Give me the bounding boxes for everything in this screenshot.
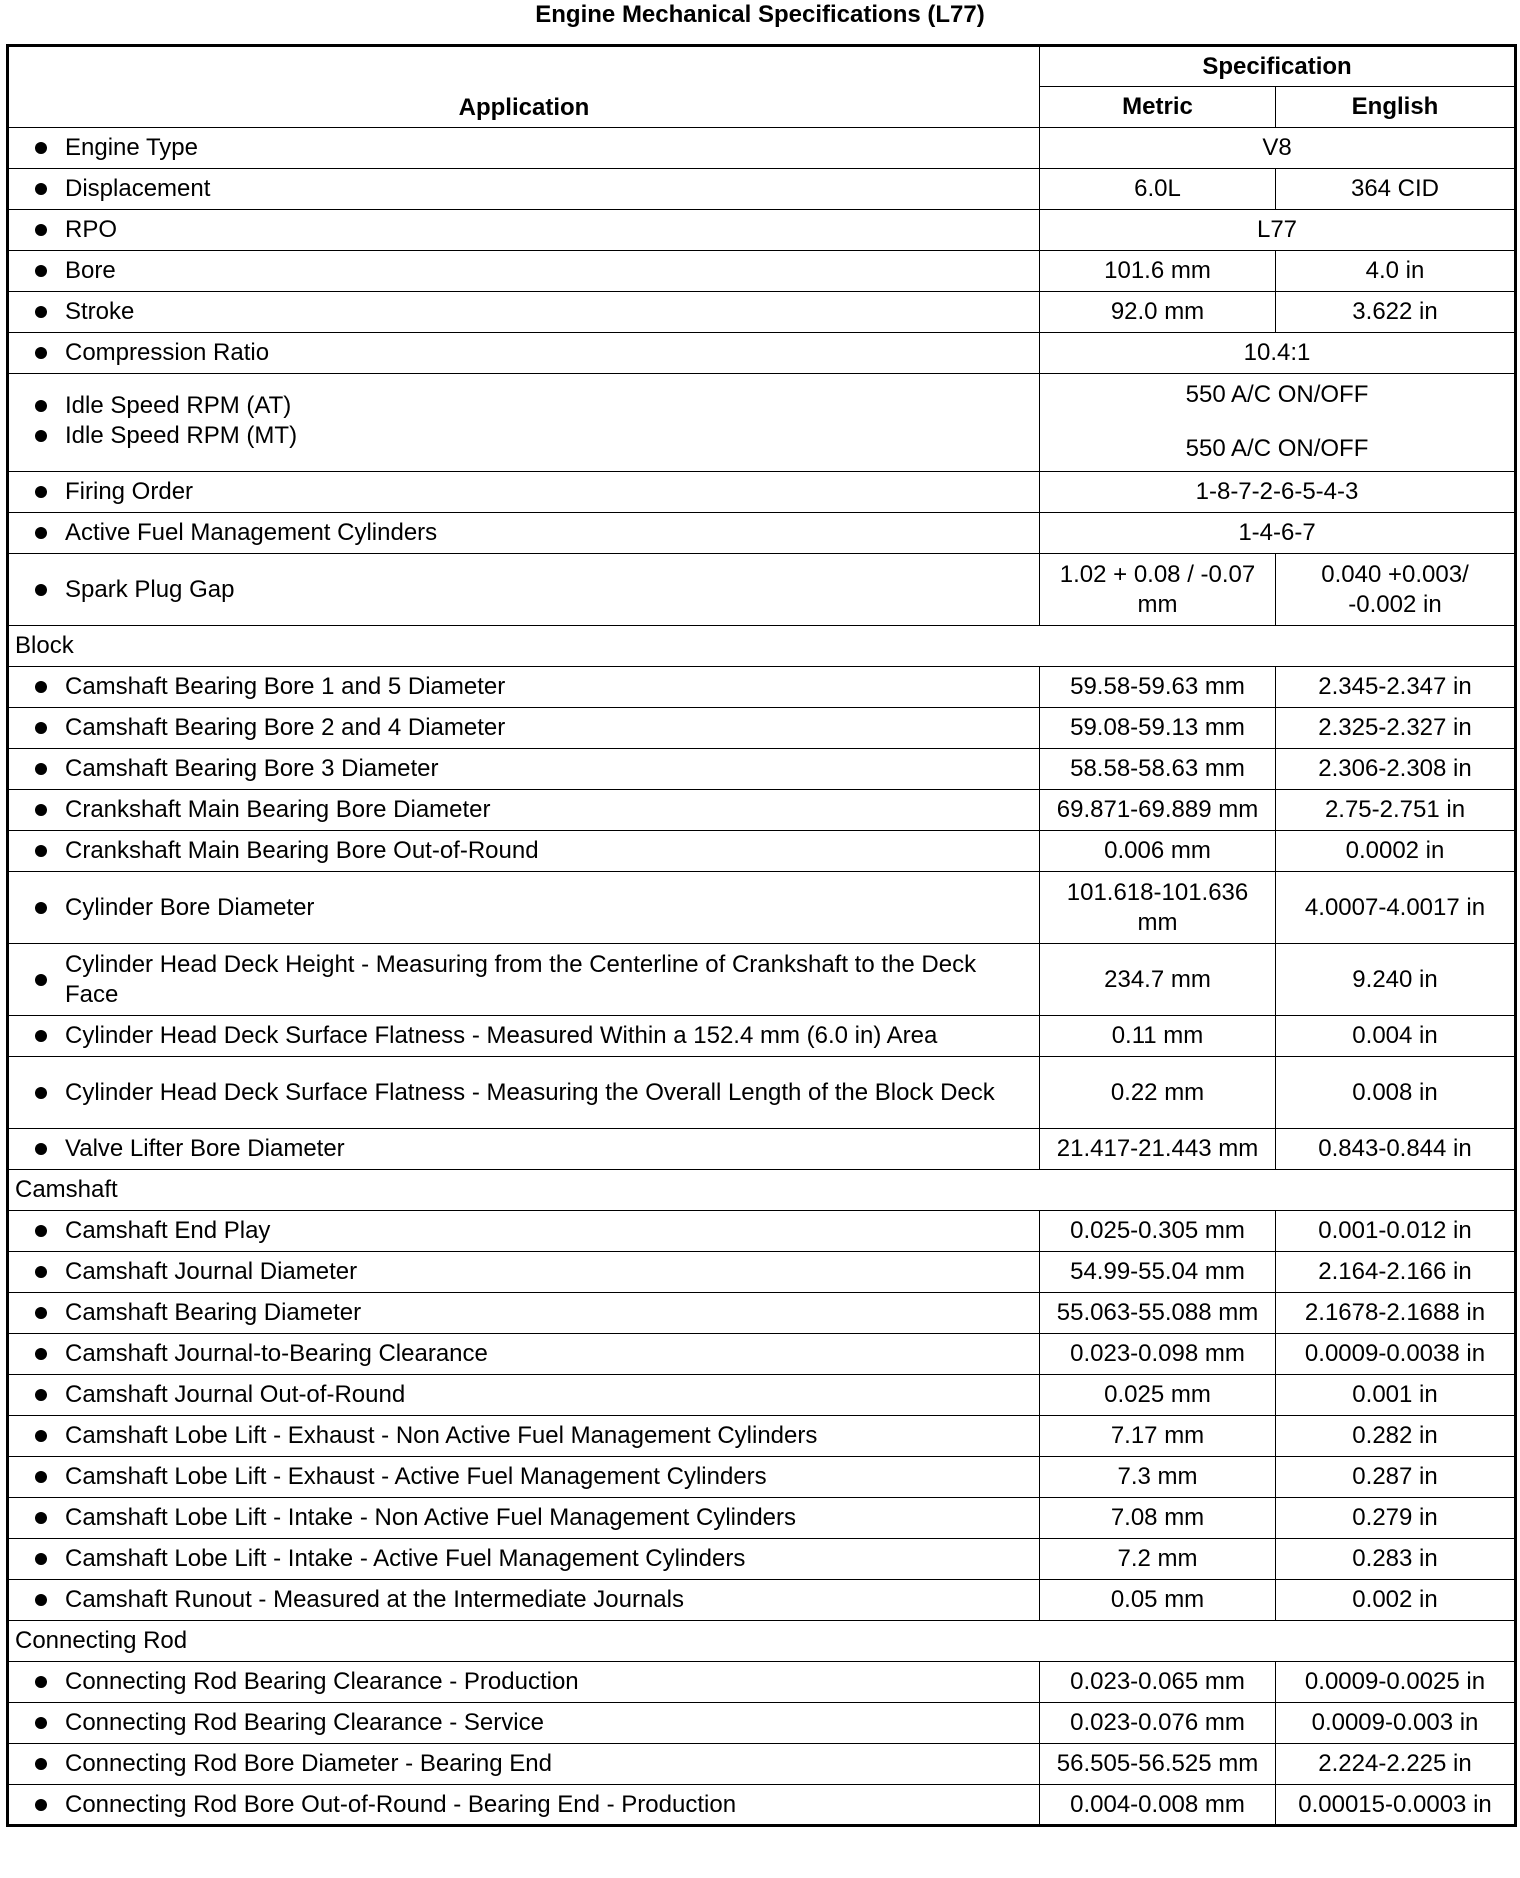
english-value: 2.1678-2.1688 in [1276,1293,1516,1334]
row-label: Valve Lifter Bore Diameter [65,1135,345,1162]
english-value: 2.75-2.751 in [1276,790,1516,831]
row-value: 1-4-6-7 [1040,513,1516,554]
english-value: 2.306-2.308 in [1276,749,1516,790]
section-label: Connecting Rod [8,1621,1516,1662]
bullet-icon [35,902,47,914]
row-label: Camshaft Bearing Bore 3 Diameter [65,755,439,782]
bullet-icon [35,142,47,154]
metric-value: 0.023-0.098 mm [1040,1334,1276,1375]
section-row-camshaft [8,1170,1516,1211]
table-row [8,333,1516,374]
table-row [8,1375,1516,1416]
metric-value: 92.0 mm [1040,292,1276,333]
bullet-icon [35,584,47,596]
metric-value: 59.08-59.13 mm [1040,708,1276,749]
bullet-icon [35,763,47,775]
english-value: 0.0009-0.0025 in [1276,1662,1516,1703]
bullet-icon [35,1594,47,1606]
bullet-icon [35,265,47,277]
metric-value: 0.22 mm [1040,1057,1276,1129]
row-label: Camshaft Runout - Measured at the Intermediate Journals [65,1586,684,1613]
page-title: Engine Mechanical Specifications (L77) [535,1,985,28]
english-value: 0.008 in [1276,1057,1516,1129]
bullet-icon [35,224,47,236]
table-row [8,374,1516,472]
bullet-icon [35,347,47,359]
english-value: 0.002 in [1276,1580,1516,1621]
english-value: 0.0009-0.003 in [1276,1703,1516,1744]
metric-value: 0.023-0.076 mm [1040,1703,1276,1744]
table-row [8,1057,1516,1129]
metric-value: 101.618-101.636 [1066,878,1249,906]
bullet-icon [35,306,47,318]
metric-value: 69.871-69.889 mm [1040,790,1276,831]
bullet-icon [35,1553,47,1565]
row-label: Crankshaft Main Bearing Bore Diameter [65,796,491,823]
bullet-icon [35,1758,47,1770]
row-label: Camshaft Bearing Bore 2 and 4 Diameter [65,714,506,741]
bullet-icon [35,1676,47,1688]
english-value: 2.345-2.347 in [1276,667,1516,708]
english-value: 0.001-0.012 in [1276,1211,1516,1252]
english-value: 0.282 in [1276,1416,1516,1457]
metric-value: 54.99-55.04 mm [1040,1252,1276,1293]
bullet-icon [35,527,47,539]
bullet-icon [35,722,47,734]
table-row [8,1129,1516,1170]
bullet-icon [35,681,47,693]
english-value: -0.002 in [1348,590,1442,618]
table-row [8,1334,1516,1375]
table-row [8,749,1516,790]
table-row [8,513,1516,554]
table-row [8,1498,1516,1539]
row-label: Camshaft End Play [65,1217,271,1244]
row-label: Camshaft Bearing Bore 1 and 5 Diameter [65,673,506,700]
metric-value: mm [1137,908,1178,936]
english-value: 364 CID [1276,169,1516,210]
specifications-table [6,44,1517,1827]
row-label: Camshaft Journal-to-Bearing Clearance [65,1340,488,1367]
bullet-icon [35,1225,47,1237]
english-value: 0.004 in [1276,1016,1516,1057]
metric-value: 0.023-0.065 mm [1040,1662,1276,1703]
metric-value: 234.7 mm [1040,944,1276,1016]
table-row [8,831,1516,872]
table-row [8,1016,1516,1057]
row-label: Connecting Rod Bore Diameter - Bearing End [65,1750,552,1777]
bullet-icon [35,804,47,816]
metric-value: 58.58-58.63 mm [1040,749,1276,790]
metric-value: 7.08 mm [1040,1498,1276,1539]
row-label: Cylinder Bore Diameter [65,893,315,921]
metric-value: 7.17 mm [1040,1416,1276,1457]
english-value: 4.0007-4.0017 in [1276,872,1516,944]
row-value: 10.4:1 [1040,333,1516,374]
bullet-icon [35,1717,47,1729]
row-label: Cylinder Head Deck Surface Flatness - Measuring the Overall Length of the Block Deck [65,1078,995,1106]
metric-value: mm [1137,590,1178,618]
table-row [8,1662,1516,1703]
row-label: Camshaft Journal Diameter [65,1258,358,1285]
row-label: RPO [65,216,118,243]
bullet-icon [35,430,47,442]
bullet-icon [35,845,47,857]
table-row [8,292,1516,333]
row-label: Cylinder Head Deck Height - Measuring from the Centerline of Crankshaft to the Deck Face [65,950,977,1008]
table-row [8,554,1516,626]
bullet-icon [35,1389,47,1401]
table-row [8,1539,1516,1580]
table-row [8,944,1516,1016]
metric-value: 0.05 mm [1040,1580,1276,1621]
table-row [8,1457,1516,1498]
english-value: 0.0009-0.0038 in [1276,1334,1516,1375]
bullet-icon [35,1266,47,1278]
row-label: Camshaft Lobe Lift - Exhaust - Non Active Fuel Management Cylinders [65,1422,818,1449]
english-value: 9.240 in [1276,944,1516,1016]
metric-value: 101.6 mm [1040,251,1276,292]
table-row [8,1580,1516,1621]
metric-value: 0.006 mm [1040,831,1276,872]
bullet-icon [35,1307,47,1319]
english-value: 0.00015-0.0003 in [1276,1785,1516,1826]
header-specification: Specification [1040,46,1516,87]
header-metric: Metric [1040,87,1276,128]
table-row [8,169,1516,210]
row-label: Camshaft Lobe Lift - Intake - Non Active Fuel Management Cylinders [65,1504,797,1531]
metric-value: 0.004-0.008 mm [1040,1785,1276,1826]
row-value: V8 [1040,128,1516,169]
bullet-icon [35,183,47,195]
table-row [8,790,1516,831]
row-label: Idle Speed RPM (MT) [65,421,298,449]
english-value: 3.622 in [1276,292,1516,333]
table-row [8,210,1516,251]
row-label: Displacement [65,175,211,202]
header-application: Application [8,46,1040,128]
bullet-icon [35,1471,47,1483]
bullet-icon [35,1430,47,1442]
table-row [8,1293,1516,1334]
table-row [8,1252,1516,1293]
row-label: Spark Plug Gap [65,575,235,603]
metric-value: 21.417-21.443 mm [1040,1129,1276,1170]
table-row [8,1785,1516,1826]
row-label: Cylinder Head Deck Surface Flatness - Measured Within a 152.4 mm (6.0 in) Area [65,1022,938,1049]
bullet-icon [35,400,47,412]
bullet-icon [35,1799,47,1811]
english-value: 0.283 in [1276,1539,1516,1580]
row-value: L77 [1040,210,1516,251]
english-value: 2.325-2.327 in [1276,708,1516,749]
row-label: Camshaft Journal Out-of-Round [65,1381,406,1408]
english-value: 4.0 in [1276,251,1516,292]
metric-value: 0.025 mm [1040,1375,1276,1416]
row-value: 1-8-7-2-6-5-4-3 [1040,472,1516,513]
row-label: Crankshaft Main Bearing Bore Out-of-Round [65,837,539,864]
header-english: English [1276,87,1516,128]
table-row [8,472,1516,513]
row-label: Firing Order [65,478,194,505]
bullet-icon [35,1512,47,1524]
metric-value: 7.3 mm [1040,1457,1276,1498]
row-label: Camshaft Lobe Lift - Exhaust - Active Fuel Management Cylinders [65,1463,767,1490]
table-row [8,872,1516,944]
table-row [8,1744,1516,1785]
metric-value: 55.063-55.088 mm [1040,1293,1276,1334]
bullet-icon [35,486,47,498]
english-value: 2.224-2.225 in [1276,1744,1516,1785]
metric-value: 56.505-56.525 mm [1040,1744,1276,1785]
metric-value: 0.025-0.305 mm [1040,1211,1276,1252]
bullet-icon [35,1087,47,1099]
section-row-block [8,626,1516,667]
row-label: Active Fuel Management Cylinders [65,519,438,546]
row-value: 550 A/C ON/OFF [1185,381,1369,408]
english-value: 0.0002 in [1276,831,1516,872]
metric-value: 7.2 mm [1040,1539,1276,1580]
row-label: Engine Type [65,134,198,161]
english-value: 0.040 +0.003/ [1321,560,1469,588]
table-row [8,251,1516,292]
table-row [8,667,1516,708]
table-row [8,128,1516,169]
metric-value: 0.11 mm [1040,1016,1276,1057]
row-label: Compression Ratio [65,339,270,366]
table-row [8,1703,1516,1744]
section-row-connecting-rod [8,1621,1516,1662]
row-label: Connecting Rod Bore Out-of-Round - Bearing End - Production [65,1790,737,1818]
metric-value: 59.58-59.63 mm [1040,667,1276,708]
english-value: 0.843-0.844 in [1276,1129,1516,1170]
table-row [8,708,1516,749]
bullet-icon [35,1030,47,1042]
row-label: Bore [65,257,116,284]
row-label: Idle Speed RPM (AT) [65,391,292,419]
bullet-icon [35,974,47,986]
bullet-icon [35,1348,47,1360]
bullet-icon [35,1143,47,1155]
english-value: 0.287 in [1276,1457,1516,1498]
english-value: 0.279 in [1276,1498,1516,1539]
english-value: 0.001 in [1276,1375,1516,1416]
row-value: 550 A/C ON/OFF [1185,435,1369,462]
section-label: Block [8,626,1516,667]
row-label: Camshaft Lobe Lift - Intake - Active Fuel Management Cylinders [65,1545,746,1572]
row-label: Camshaft Bearing Diameter [65,1299,362,1326]
row-label: Connecting Rod Bearing Clearance - Service [65,1709,544,1736]
section-label: Camshaft [8,1170,1516,1211]
metric-value: 6.0L [1040,169,1276,210]
english-value: 2.164-2.166 in [1276,1252,1516,1293]
row-label: Connecting Rod Bearing Clearance - Production [65,1668,579,1695]
table-row [8,1416,1516,1457]
metric-value: 1.02 + 0.08 / -0.07 [1059,560,1256,588]
table-row [8,1211,1516,1252]
row-label: Stroke [65,298,135,325]
